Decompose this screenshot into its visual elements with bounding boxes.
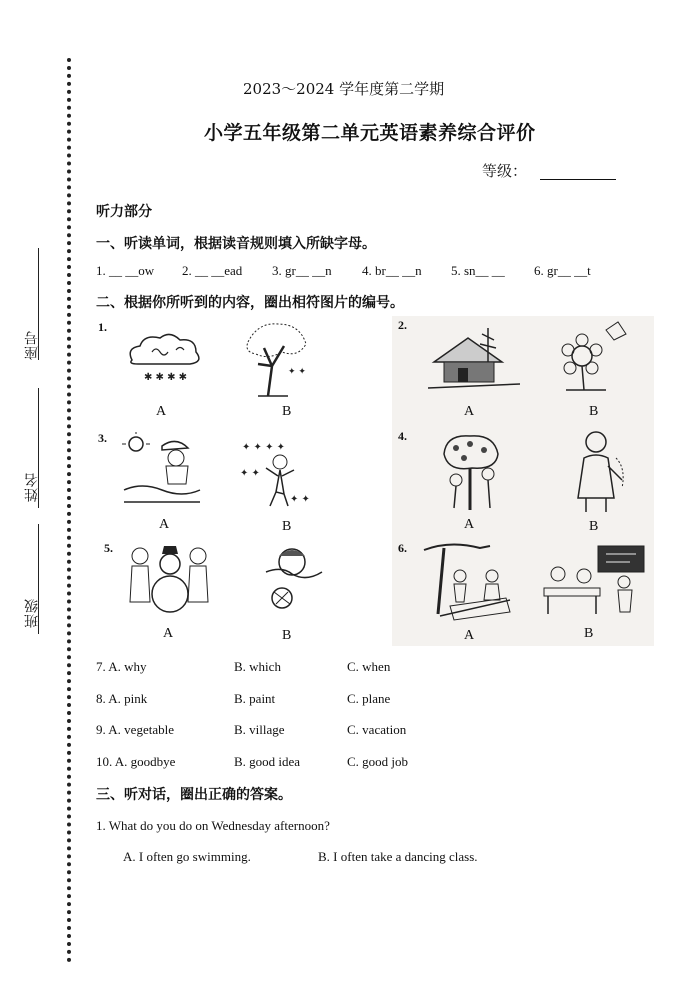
choice-10-c[interactable]: C. good job: [347, 754, 409, 769]
section1-title: 一、听读单词，根据读音规则填入所缺字母。: [96, 236, 376, 252]
class-label: 班级: [24, 598, 40, 628]
word-item-2: 2. __ __ead: [182, 263, 243, 278]
option-A-4[interactable]: A: [464, 517, 475, 532]
pic-number-4: 4.: [398, 429, 407, 443]
choice-9-c[interactable]: C. vacation: [347, 722, 407, 737]
option-A-6[interactable]: A: [464, 628, 475, 643]
choice-8-b[interactable]: B. paint: [234, 691, 276, 706]
word-item-3: 3. gr__ __n: [272, 263, 332, 278]
apple-tree-picture[interactable]: [436, 430, 512, 514]
snowman-picture[interactable]: [128, 542, 210, 620]
cloud-snow-picture[interactable]: [122, 330, 206, 384]
falling-leaves-picture[interactable]: [240, 432, 314, 510]
pic-number-2: 2.: [398, 318, 407, 332]
choice-8-c[interactable]: C. plane: [347, 691, 391, 706]
option-B-2[interactable]: B: [589, 404, 599, 419]
answer-1-b[interactable]: B. I often take a dancing class.: [318, 849, 478, 864]
snowy-house-picture[interactable]: [428, 318, 520, 392]
option-B-3[interactable]: B: [282, 519, 292, 534]
choice-9-b[interactable]: B. village: [234, 722, 285, 737]
option-B-1[interactable]: B: [282, 404, 292, 419]
choice-7-c[interactable]: C. when: [347, 659, 391, 674]
choice-10-b[interactable]: B. good idea: [234, 754, 301, 769]
option-A-2[interactable]: A: [464, 404, 475, 419]
svg-text:✦ ✦ ✦ ✦: ✦ ✦ ✦ ✦: [242, 442, 286, 453]
classroom-picture[interactable]: [540, 540, 648, 616]
choice-7-a[interactable]: 7. A. why: [96, 659, 147, 674]
beach-picture[interactable]: [122, 432, 202, 510]
pic-number-3: 3.: [98, 431, 107, 445]
choice-10-a[interactable]: 10. A. goodbye: [96, 754, 176, 769]
question-1: 1. What do you do on Wednesday afternoon?: [96, 818, 330, 833]
option-B-4[interactable]: B: [589, 519, 599, 534]
svg-text:✦ ✦: ✦ ✦: [240, 468, 260, 479]
pic-number-5: 5.: [104, 541, 113, 555]
grade-blank[interactable]: [540, 179, 616, 180]
option-A-1[interactable]: A: [156, 404, 167, 419]
grade-label: 等级：: [482, 162, 528, 180]
page-title: 小学五年级第二单元英语素养综合评价: [204, 122, 536, 144]
option-A-5[interactable]: A: [163, 626, 174, 641]
svg-text:✦ ✦: ✦ ✦: [290, 494, 310, 505]
section2-title: 二、根据你所听到的内容，圈出相符图片的编号。: [96, 295, 404, 311]
word-item-5: 5. sn__ __: [451, 263, 505, 278]
answer-1-a[interactable]: A. I often go swimming.: [123, 849, 251, 864]
listening-heading: 听力部分: [96, 204, 152, 220]
section3-title: 三、听对话，圈出正确的答案。: [96, 787, 292, 803]
pic-number-6: 6.: [398, 541, 407, 555]
term-heading: 2023～2024 学年度第二学期: [243, 80, 445, 98]
choice-7-b[interactable]: B. which: [234, 659, 281, 674]
swimming-picture[interactable]: [262, 542, 326, 612]
name-label: 姓名: [24, 472, 40, 502]
word-item-1: 1. __ __ow: [96, 263, 155, 278]
seat-label: 座号: [24, 330, 40, 360]
girl-picture[interactable]: [566, 428, 630, 514]
choice-9-a[interactable]: 9. A. vegetable: [96, 722, 174, 737]
picnic-picture[interactable]: [420, 540, 516, 622]
windy-tree-picture[interactable]: [238, 318, 312, 398]
svg-text:✦ ✦: ✦ ✦: [288, 367, 306, 377]
word-item-4: 4. br__ __n: [362, 263, 422, 278]
option-A-3[interactable]: A: [159, 517, 170, 532]
option-B-5[interactable]: B: [282, 628, 292, 643]
binding-dotted-line: [67, 58, 71, 963]
choice-8-a[interactable]: 8. A. pink: [96, 691, 148, 706]
svg-text:✱ ✱ ✱ ✱: ✱ ✱ ✱ ✱: [144, 372, 188, 383]
pic-number-1: 1.: [98, 320, 107, 334]
option-B-6[interactable]: B: [584, 626, 594, 641]
flower-picture[interactable]: [556, 320, 634, 392]
word-item-6: 6. gr__ __t: [534, 263, 591, 278]
